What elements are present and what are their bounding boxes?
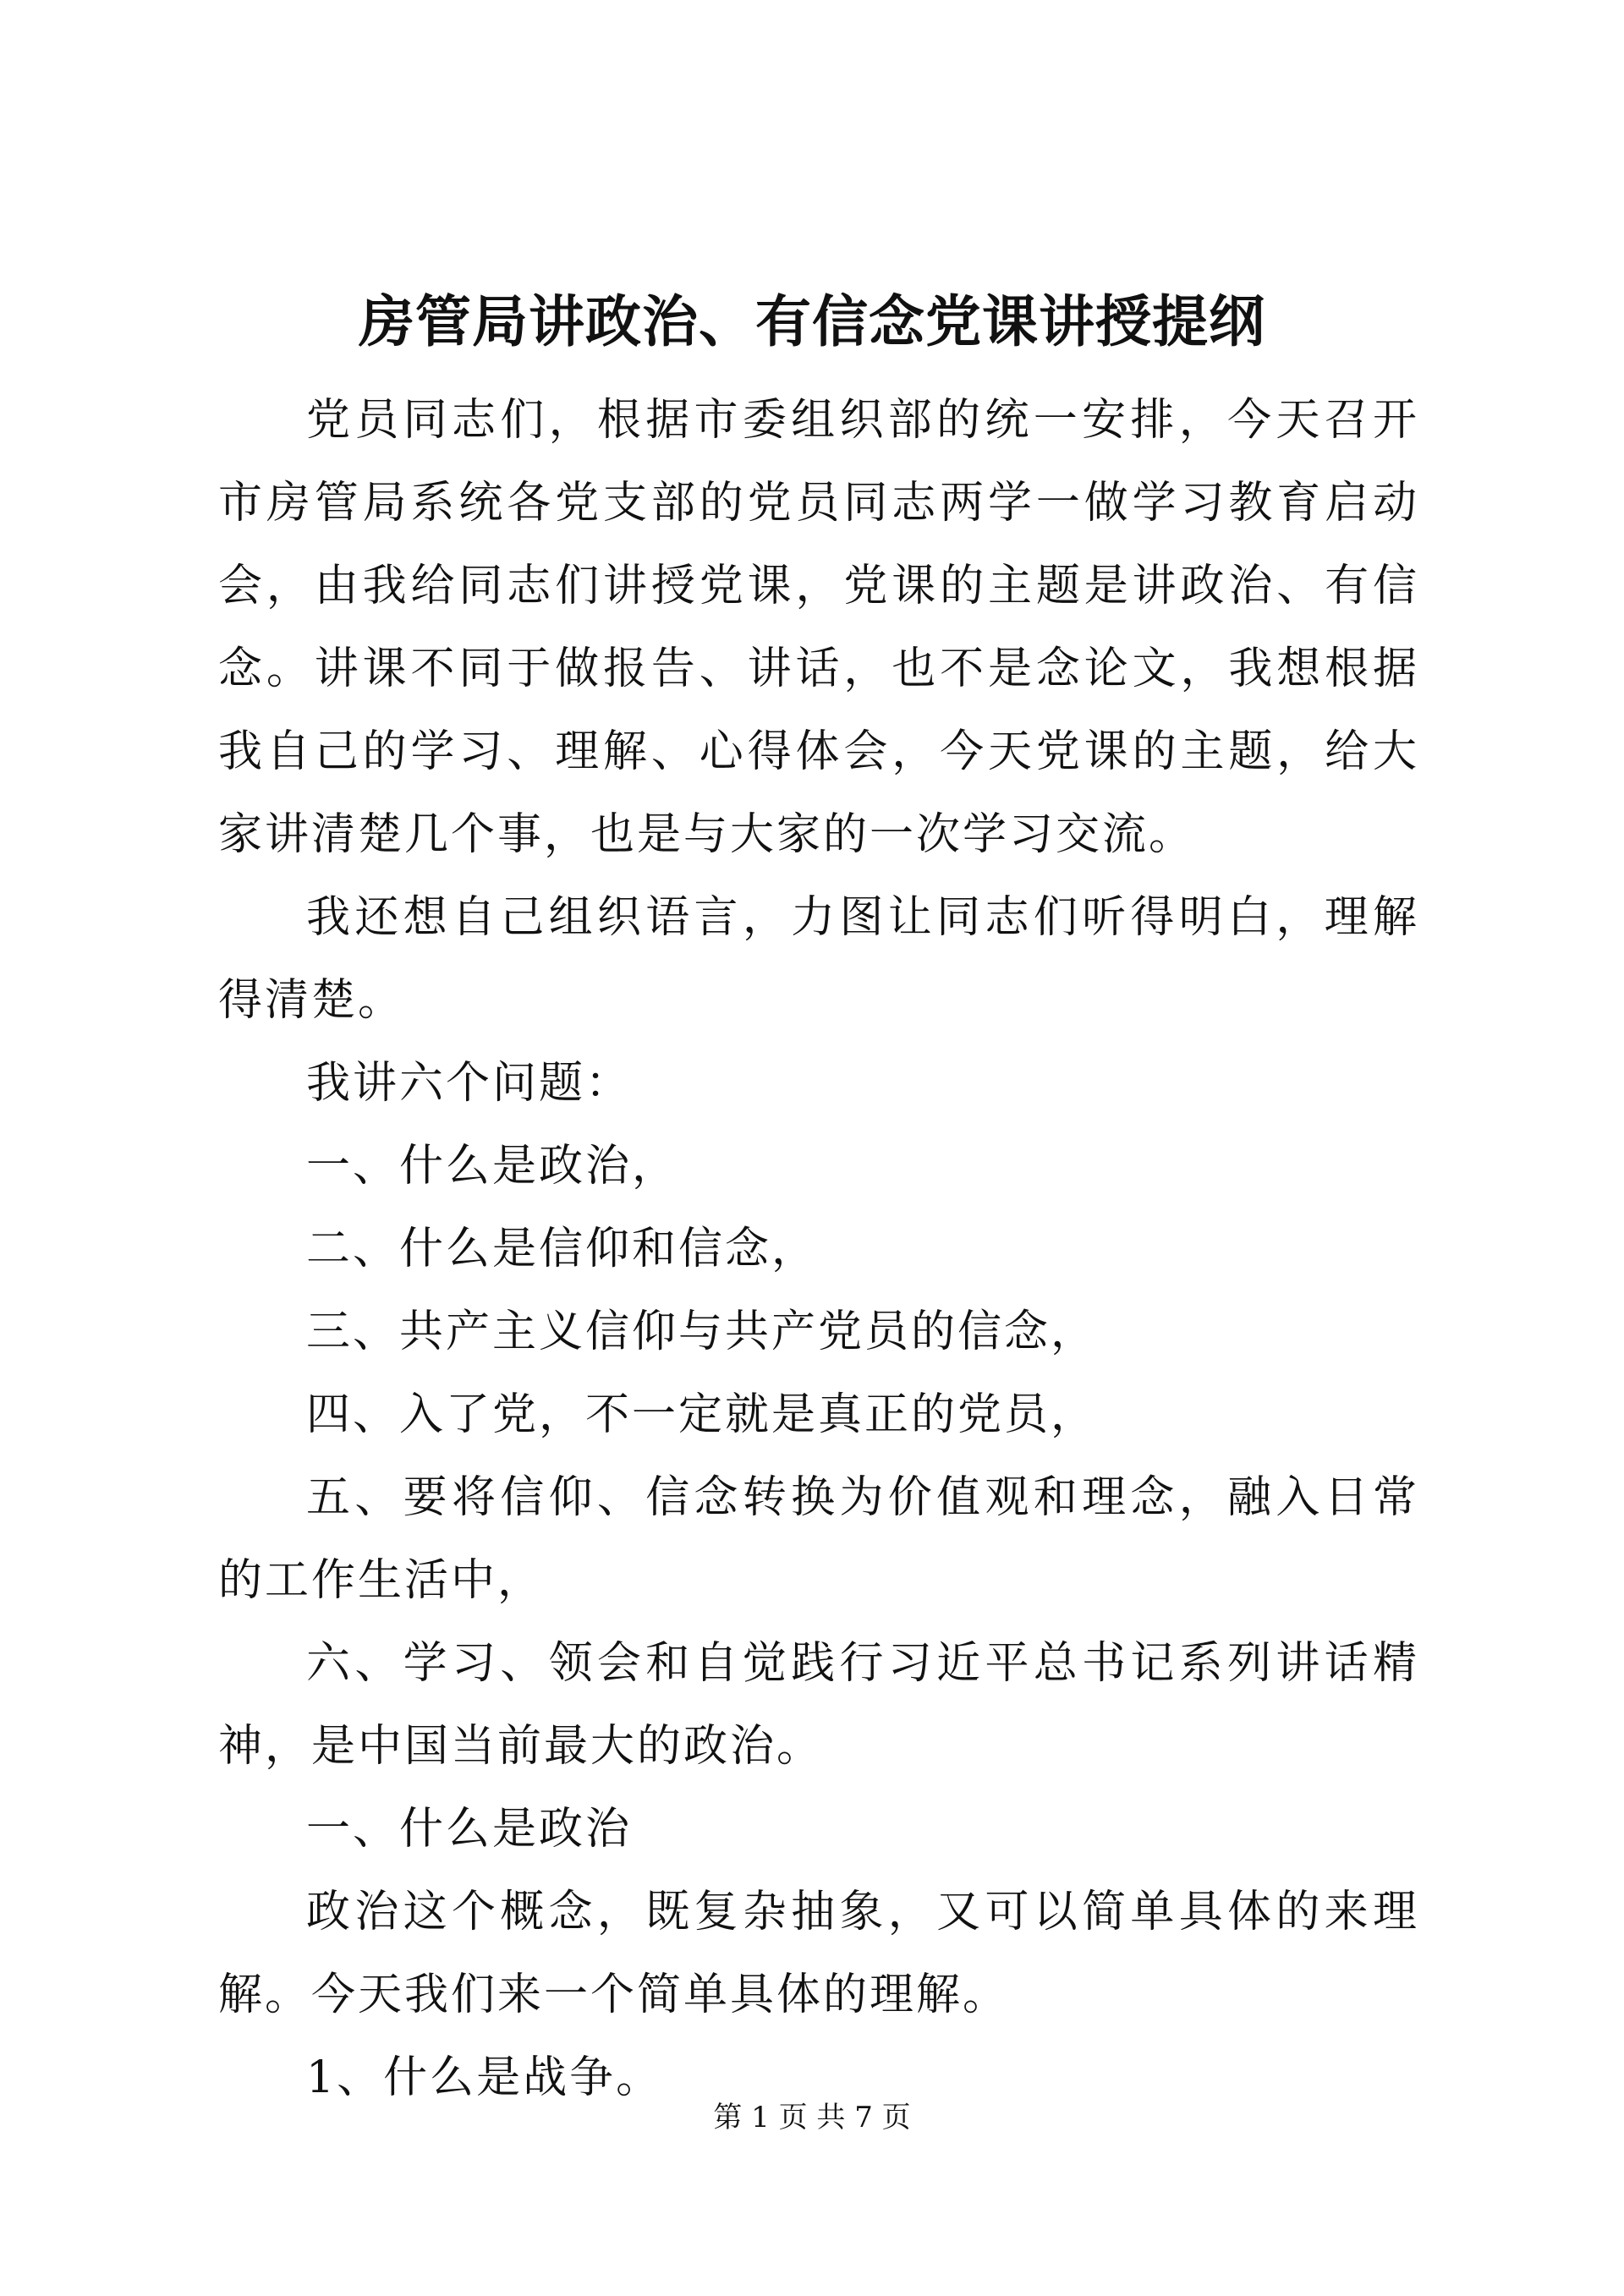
paragraph: 五、要将信仰、信念转换为价值观和理念，融入日常的工作生活中，	[218, 1472, 1419, 1606]
paragraph: 三、共产主义信仰与共产党员的信念，	[306, 1307, 1098, 1357]
paragraph: 一、什么是政治	[306, 1804, 633, 1855]
page-footer: 第 1 页 共 7 页	[713, 2101, 911, 2134]
document-body	[218, 379, 1419, 2119]
paragraph: 政治这个概念，既复杂抽象，又可以简单具体的来理解。今天我们来一个简单具体的理解。	[218, 1887, 1419, 2020]
paragraph: 党员同志们，根据市委组织部的统一安排，今天召开市房管局系统各党支部的党员同志两学一做学习教育启动会，由我给同志们讲授党课，党课的主题是讲政治、有信念。讲课不同于做报告、讲话，也不是念论文，我想根据我自己的学习、理解、心得体会，今天党课的主题，给大家讲清楚几个事，也是与大家的一次学习交流。	[218, 395, 1419, 860]
paragraph: 1、什么是战争。	[306, 2052, 663, 2103]
document-title: 房管局讲政治、有信念党课讲授提纲	[359, 288, 1265, 354]
paragraph: 我讲六个问题：	[306, 1058, 633, 1109]
paragraph: 我还想自己组织语言，力图让同志们听得明白，理解得清楚。	[218, 892, 1419, 1026]
paragraph: 四、入了党，不一定就是真正的党员，	[306, 1389, 1098, 1440]
paragraph: 二、什么是信仰和信念，	[306, 1224, 819, 1274]
paragraph: 一、什么是政治，	[306, 1141, 679, 1192]
paragraph: 六、学习、领会和自觉践行习近平总书记系列讲话精神，是中国当前最大的政治。	[218, 1638, 1419, 1772]
